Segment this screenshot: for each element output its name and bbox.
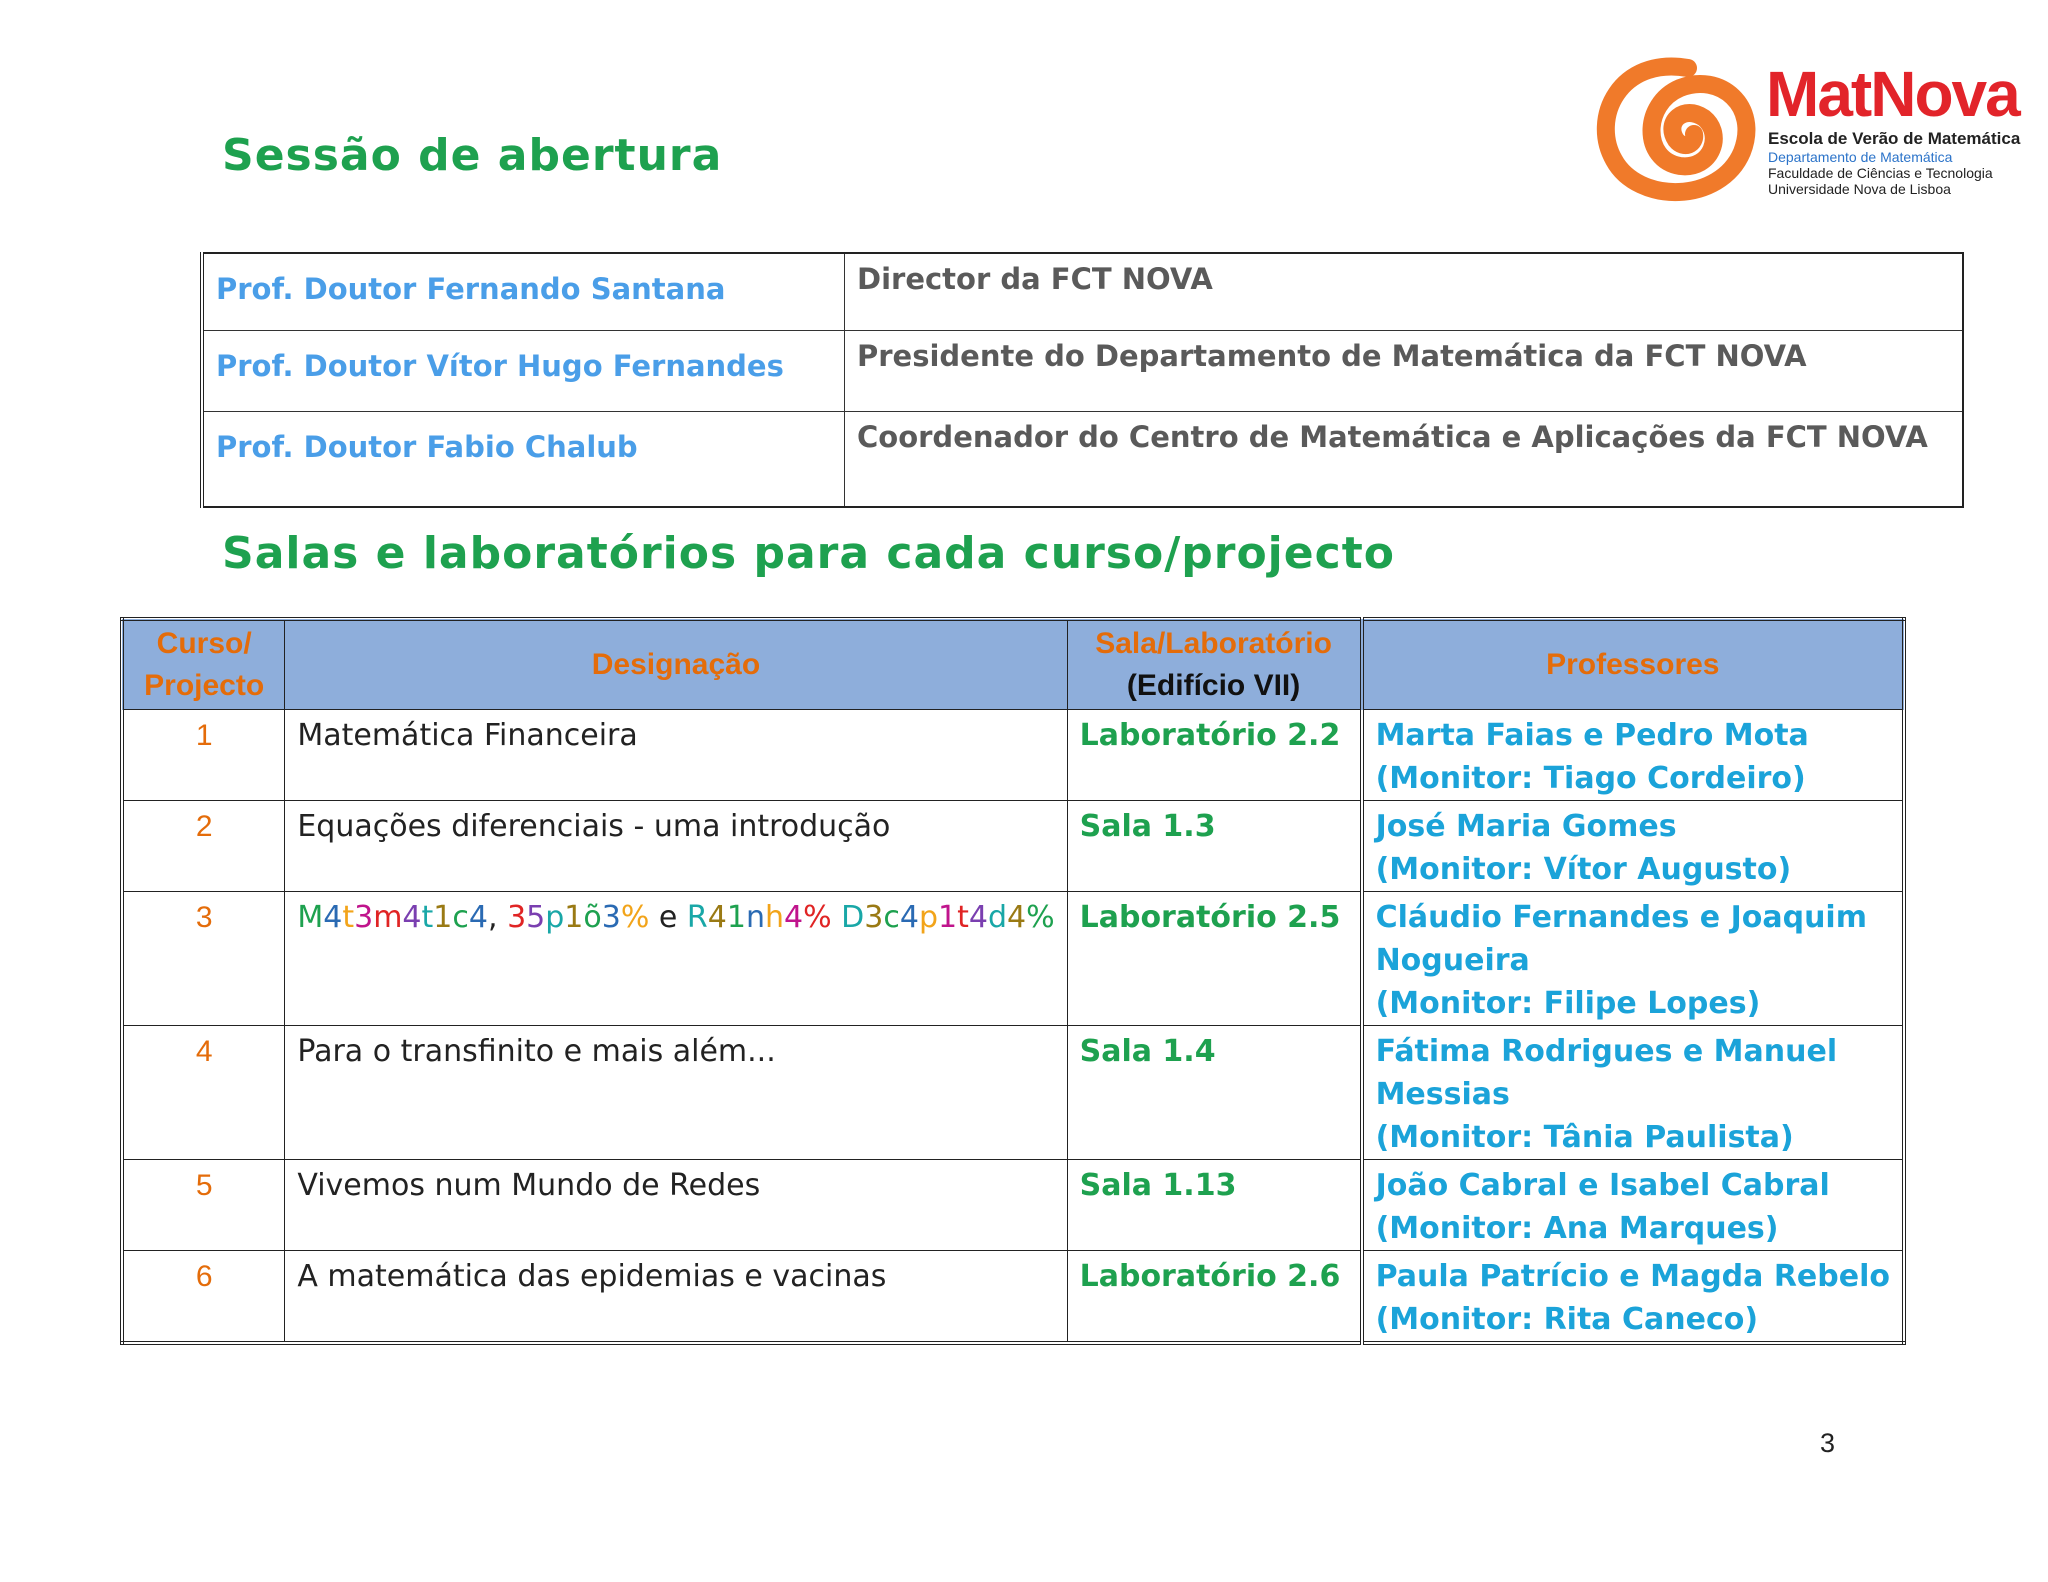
course-professors [1362,1251,1904,1344]
course-professors [1362,1160,1904,1251]
course-professors [1362,710,1904,801]
course-designation: A matemática das epidemias e vacinas [285,1251,1067,1344]
opening-title: Sessão de abertura [222,130,723,181]
header-professores: Professores [1362,619,1904,710]
speaker-name: Prof. Doutor Vítor Hugo Fernandes [202,331,845,412]
logo-department: Departamento de Matemática [1768,149,1953,165]
header-sala-line1: Sala/Laboratório [1095,627,1332,660]
table-header-row [122,619,1904,710]
table-row [202,331,1963,412]
matnova-logo [1580,48,2021,218]
course-number: 2 [122,801,285,892]
course-designation: Para o transfinito e mais além... [285,1026,1067,1160]
table-row [202,253,1963,331]
page-number: 3 [1820,1428,1836,1458]
professor-line: Messias [1375,1077,1510,1112]
table-row [122,1026,1904,1160]
professor-line: Nogueira [1375,943,1530,978]
speaker-role: Director da FCT NOVA [845,253,1964,331]
course-room: Sala 1.4 [1067,1026,1361,1160]
table-row [202,412,1963,508]
professor-line: Cláudio Fernandes e Joaquim [1375,900,1867,935]
course-professors [1362,1026,1904,1160]
speaker-role: Coordenador do Centro de Matemática e Aplicações da FCT NOVA [845,412,1964,508]
course-number: 5 [122,1160,285,1251]
course-room: Laboratório 2.5 [1067,892,1361,1026]
speaker-name: Prof. Doutor Fernando Santana [202,253,845,331]
speaker-name: Prof. Doutor Fabio Chalub [202,412,845,508]
course-number: 4 [122,1026,285,1160]
table-row [122,710,1904,801]
course-number: 6 [122,1251,285,1344]
table-row [122,892,1904,1026]
logo-university: Universidade Nova de Lisboa [1768,181,1951,197]
header-sala-line2: (Edifício VII) [1126,669,1301,702]
header-curso-line1: Curso/ [156,627,252,660]
professor-line: Fátima Rodrigues e Manuel [1375,1034,1838,1069]
professor-line: Paula Patrício e Magda Rebelo [1375,1259,1890,1294]
speaker-role: Presidente do Departamento de Matemática da FCT NOVA [845,331,1964,412]
course-number: 3 [122,892,285,1026]
course-designation: Matemática Financeira [285,710,1067,801]
logo-faculty: Faculdade de Ciências e Tecnologia [1768,165,1993,181]
table-row [122,1160,1904,1251]
header-designacao: Designação [285,619,1067,710]
course-room: Sala 1.3 [1067,801,1361,892]
table-row [122,801,1904,892]
professor-line: (Monitor: Tânia Paulista) [1375,1120,1794,1155]
logo-name: MatNova [1766,58,2019,130]
professor-line: (Monitor: Tiago Cordeiro) [1375,761,1806,796]
professor-line: José Maria Gomes [1375,809,1677,844]
course-designation: M4t3m4t1c4, 35p1õ3% e R41nh4% D3c4p1t4d4% [285,892,1067,1026]
rooms-title: Salas e laboratórios para cada curso/projecto [222,528,1395,579]
professor-line: Marta Faias e Pedro Mota [1375,718,1809,753]
course-room: Sala 1.13 [1067,1160,1361,1251]
professor-line: (Monitor: Vítor Augusto) [1375,852,1792,887]
course-number: 1 [122,710,285,801]
course-room: Laboratório 2.2 [1067,710,1361,801]
header-sala [1067,619,1361,710]
header-curso-line2: Projecto [144,669,265,702]
table-row [122,1251,1904,1344]
logo-school: Escola de Verão de Matemática [1768,129,2021,148]
opening-session-table [200,252,1964,508]
course-designation: Vivemos num Mundo de Redes [285,1160,1067,1251]
professor-line: (Monitor: Ana Marques) [1375,1211,1779,1246]
course-room: Laboratório 2.6 [1067,1251,1361,1344]
course-professors [1362,892,1904,1026]
professor-line: (Monitor: Filipe Lopes) [1375,986,1761,1021]
rooms-table [120,617,1906,1345]
course-designation: Equações diferenciais - uma introdução [285,801,1067,892]
spiral-logo-icon [1580,48,1760,218]
professor-line: João Cabral e Isabel Cabral [1375,1168,1830,1203]
header-curso [122,619,285,710]
professor-line: (Monitor: Rita Caneco) [1375,1302,1759,1337]
course-professors [1362,801,1904,892]
